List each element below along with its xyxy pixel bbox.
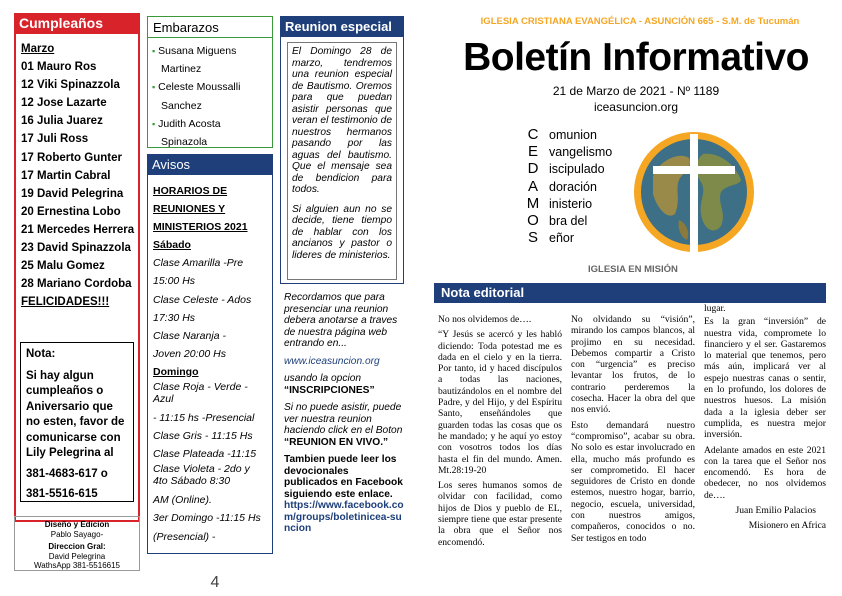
acronym-letter: C bbox=[527, 126, 539, 143]
credits-line: Pablo Sayago- bbox=[50, 529, 104, 539]
birthday-item: 16 Julia Juarez bbox=[21, 115, 103, 128]
note-line: Si hay algun bbox=[26, 369, 94, 382]
acronym-letter: A bbox=[527, 177, 538, 195]
schedule-line: 15:00 Hs bbox=[153, 275, 196, 288]
editorial-paragraph: Es la gran “inversión” de nuestra vida, compromete lo financiero y el ser. Gastaremos lo material que tenemos, pero más aún, implicará ver al espejo nuestras canas o sentir, en lo profundo, los dolores de nuestros huesos. La misión dada a la iglesia deber ser cumplida, es nuestra mejor inversión. bbox=[704, 316, 826, 441]
birthdays-title: Cumpleaños bbox=[14, 13, 140, 34]
globe-cross-icon bbox=[631, 128, 757, 256]
registration-button-label: “INSCRIPCIONES” bbox=[284, 384, 375, 396]
special-meeting-text bbox=[287, 42, 397, 280]
birthday-item: 17 Roberto Gunter bbox=[21, 151, 122, 164]
birthday-item: 28 Mariano Cordoba bbox=[21, 278, 132, 291]
acronym-row bbox=[520, 160, 640, 177]
schedule-line: Clase Plateada -11:15 bbox=[153, 448, 257, 461]
acronym-row bbox=[520, 126, 640, 143]
birthday-item: 20 Ernestina Lobo bbox=[21, 205, 121, 218]
note-phone: 381-4683-617 o bbox=[26, 467, 108, 480]
acronym-letter: E bbox=[527, 143, 538, 161]
registration-paragraph: Recordamos que para presenciar una reunion debera anotarse a traves de nuestra página web entrando en... bbox=[284, 292, 398, 349]
pregnancy-line: Spinazola bbox=[161, 136, 208, 149]
birthday-item: 21 Mercedes Herrera bbox=[21, 223, 135, 236]
schedule-line: AM (Online). bbox=[153, 494, 212, 507]
birthday-item: 17 Juli Ross bbox=[21, 133, 89, 146]
credits-line: David Pelegrina bbox=[48, 551, 106, 561]
editorial-paragraph: No nos olvidemos de…. bbox=[438, 314, 532, 325]
note-line: Aniversario que bbox=[26, 400, 113, 413]
notices-box bbox=[147, 154, 273, 554]
acronym-row bbox=[520, 212, 640, 229]
acronym-word: vangelismo bbox=[549, 145, 613, 160]
live-button-label: “REUNION EN VIVO.” bbox=[284, 436, 389, 448]
notices-list bbox=[148, 175, 272, 546]
registration-info bbox=[284, 292, 404, 535]
birthday-item: 19 David Pelegrina bbox=[21, 187, 124, 200]
saturday-heading: Sábado bbox=[153, 239, 191, 252]
schedule-line: Clase Amarilla -Pre bbox=[153, 257, 244, 270]
church-name: IGLESIA CRISTIANA EVANGÉLICA - ASUNCIÓN 665 - S.M. de Tucumán bbox=[480, 16, 800, 27]
editorial-paragraph: Esto demandará nuestro “compromiso”, acabar su obra. No solo es estar involucrado en ella, mucho más profundo es ser comprometido. El hacer seguidores de Cristo en donde estemos, nuestro hogar, barrio, negocio, escuela, universidad, con nuestros amigos, compañeros, conocidos o no. Ser testigos en todo bbox=[571, 419, 695, 544]
note-title: Nota: bbox=[26, 348, 56, 360]
editorial-paragraph: Adelante amados en este 2021 con la tarea que el Señor nos encomendó. Es hora de obedecer, no nos olvidemos de…. bbox=[704, 444, 826, 501]
editorial-signature-role: Misionero en Africa bbox=[748, 520, 826, 532]
credits-box bbox=[14, 516, 140, 571]
church-url: iceasuncion.org bbox=[593, 100, 679, 114]
birthday-item: 12 Viki Spinazzola bbox=[21, 79, 120, 92]
bullet-icon: ▪ bbox=[152, 46, 156, 56]
pregnancy-line: ▪ Judith Acosta bbox=[152, 117, 221, 130]
facebook-paragraph: Tambien puede leer los devocionales publicados en Facebook siguiendo este enlace. bbox=[284, 454, 403, 500]
birthday-item: 12 Jose Lazarte bbox=[21, 97, 107, 110]
credits-line: Direccion Gral: bbox=[48, 542, 106, 551]
birthday-item: 17 Martin Cabral bbox=[21, 169, 111, 182]
note-line: comunicarse con bbox=[26, 431, 121, 444]
meeting-paragraph: El Domingo 28 de marzo, tendremos una reunion especial de Bautismo. Oremos para que puedan asistir personas que veran el testimonio de nuestros hermanos pasando por las aguas del bautismo. Que el mensaje sea de bendicion para todos. bbox=[292, 46, 392, 195]
acronym-row bbox=[520, 195, 640, 212]
acronym-word: iscipulado bbox=[549, 162, 605, 177]
meeting-paragraph: Si alguien aun no se decide, tiene tiempo de hablar con los ancianos y pastor o lideres de ministerios. bbox=[292, 203, 392, 261]
editorial-column-1 bbox=[438, 314, 562, 548]
acronym-letter: S bbox=[527, 229, 538, 247]
schedule-line: Clase Gris - 11:15 Hs bbox=[153, 430, 253, 443]
schedule-line: (Presencial) - bbox=[153, 530, 216, 543]
birthdays-list bbox=[16, 34, 138, 311]
bullet-icon: ▪ bbox=[152, 82, 156, 93]
schedule-line: - 11:15 hs -Presencial bbox=[153, 412, 255, 425]
editorial-title: Nota editorial bbox=[434, 283, 826, 303]
bullet-icon: ▪ bbox=[152, 118, 156, 129]
mission-tagline: IGLESIA EN MISIÓN bbox=[588, 264, 678, 275]
acronym-letter: M bbox=[526, 194, 540, 212]
schedule-line: Clase Roja - Verde - bbox=[153, 381, 248, 394]
website-link[interactable]: www.iceasuncion.org bbox=[284, 355, 380, 367]
editorial-paragraph: Los seres humanos somos de olvidar con facilidad, como hijos de Dios y pueblo de EL, siempre tiene que estar presente la obra que el Señor nos encomendó. bbox=[438, 480, 562, 548]
schedule-line: 4to Sábado 8:30 bbox=[153, 475, 231, 488]
acronym-letter: O bbox=[527, 211, 539, 229]
schedule-heading: HORARIOS DE bbox=[153, 185, 228, 197]
note-phone: 381-5516-615 bbox=[26, 488, 98, 500]
schedule-line: 17:30 Hs bbox=[153, 311, 196, 324]
acronym-letter: D bbox=[527, 160, 539, 178]
facebook-link[interactable]: https://www.facebook.com/groups/boletinicea-suncion bbox=[284, 500, 404, 534]
schedule-line: Joven 20:00 Hs bbox=[153, 347, 226, 360]
bulletin-title: Boletín Informativo bbox=[463, 36, 809, 79]
pregnancies-list bbox=[148, 38, 272, 151]
pregnancy-line: ▪ Celeste Moussalli bbox=[152, 81, 241, 94]
schedule-line: Azul bbox=[153, 393, 174, 406]
acronym-word: omunion bbox=[549, 128, 597, 142]
birthdays-closing: FELICIDADES!!! bbox=[21, 296, 110, 309]
pregnancy-line: ▪ Susana Miguens bbox=[152, 45, 237, 57]
acronym-word: eñor bbox=[549, 231, 575, 246]
pregnancy-line: Martinez bbox=[161, 63, 202, 76]
editorial-column-3 bbox=[704, 303, 826, 532]
acronym-word: bra del bbox=[549, 213, 588, 228]
schedule-line: Clase Violeta - 2do y bbox=[153, 463, 250, 476]
pregnancies-title: Embarazos bbox=[148, 17, 272, 38]
note-line: cumpleaños o bbox=[26, 385, 104, 397]
schedule-line: 3er Domingo -11:15 Hs bbox=[153, 512, 261, 525]
birthday-item: 01 Mauro Ros bbox=[21, 61, 97, 74]
editorial-paragraph: “Y Jesús se acercó y les habló diciendo: Toda potestad me es dada en el cielo y en la tierra. Por tanto, id y haced discípulos a todas las naciones, bautizándolos en el nombre del Padre, y del Hijo, y del Espíritu Santo, enseñándoles que guarden todas las cosas que os he mandado; y he aquí yo estoy con vosotros todos los días hasta el fin del mundo. Amen. Mt.28:19-20 bbox=[438, 329, 562, 476]
pregnancy-line: Sanchez bbox=[161, 99, 202, 112]
editorial-column-2 bbox=[571, 314, 695, 544]
editorial-paragraph: lugar. bbox=[704, 303, 726, 314]
acronym-word: doración bbox=[549, 179, 597, 194]
schedule-heading: MINISTERIOS 2021 bbox=[153, 221, 248, 234]
acronym-row bbox=[520, 178, 640, 195]
credits-line: Diseño y Edicion bbox=[44, 520, 110, 529]
editorial-signature-name: Juan Emilio Palacios bbox=[735, 505, 816, 517]
page-number: 4 bbox=[210, 574, 220, 591]
sunday-heading: Domingo bbox=[153, 365, 199, 378]
acronym-row bbox=[520, 229, 640, 246]
notices-title: Avisos bbox=[147, 154, 273, 175]
schedule-heading: REUNIONES Y bbox=[153, 203, 226, 216]
bulletin-date: 21 de Marzo de 2021 - Nº 1189 bbox=[552, 84, 720, 98]
special-meeting-box bbox=[280, 16, 404, 284]
birthday-item: 23 David Spinazzola bbox=[21, 242, 131, 255]
birthdays-note bbox=[20, 342, 134, 502]
schedule-line: Clase Celeste - Ados bbox=[153, 293, 252, 306]
editorial-paragraph: No olvidando su “visión”, mirando los campos blancos, al projimo en su necesidad. Debemos compartir a Cristo con “urgencia” es preciso levantar los frutos, de lo contrario perderemos la cosecha. Hacer la obra del que nos envió. bbox=[571, 314, 695, 416]
note-line: no esten, favor de bbox=[26, 416, 125, 428]
acronym-row bbox=[520, 143, 640, 160]
birthdays-box bbox=[14, 13, 140, 522]
note-line: Lily Pelegrina al bbox=[26, 447, 114, 459]
special-meeting-title: Reunion especial bbox=[280, 16, 404, 37]
acronym-word: inisterio bbox=[549, 196, 593, 211]
credits-line: WathsApp 381-5516615 bbox=[34, 561, 120, 570]
registration-option: usando la opcion bbox=[284, 373, 362, 384]
cedamos-acronym bbox=[520, 126, 640, 246]
schedule-line: Clase Naranja - bbox=[153, 329, 226, 342]
pregnancies-box bbox=[147, 16, 273, 148]
birthdays-month: Marzo bbox=[21, 43, 55, 55]
birthday-item: 25 Malu Gomez bbox=[21, 260, 105, 273]
live-paragraph: Si no puede asistir, puede ver nuestra reunion haciendo click en el Boton bbox=[284, 402, 403, 436]
